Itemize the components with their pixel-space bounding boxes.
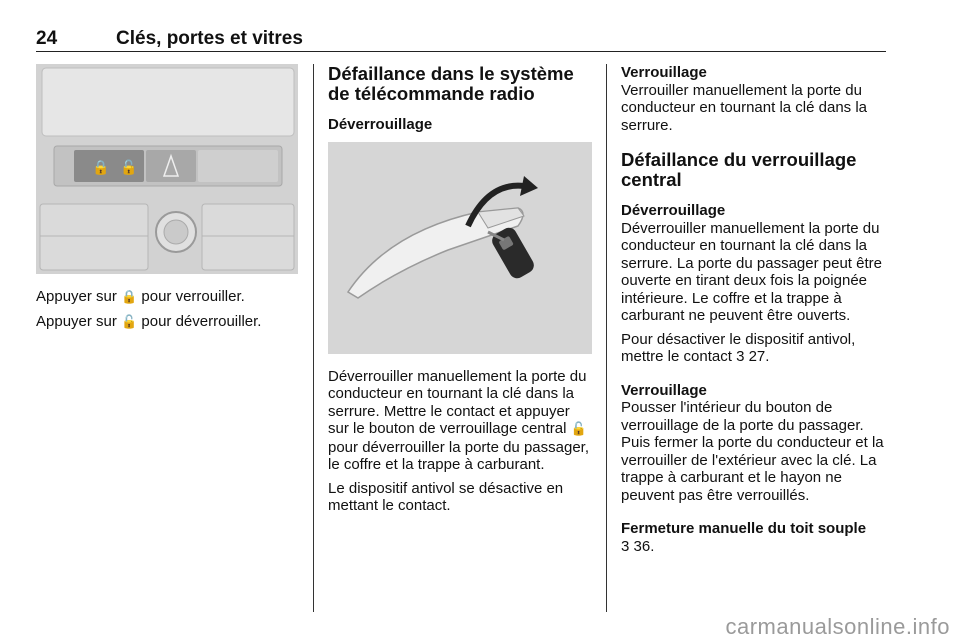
door-handle-key-figure: [328, 142, 592, 354]
page-ref[interactable]: 36.: [633, 537, 655, 555]
central-unlock-paragraph: Déverrouiller manuellement la porte du conducteur en tournant la clé dans la serrure. La porte du passager peut être ouverte en tirant deux fois la poignée intérieure. Le coffre et la trappe à carburant ne peuvent être ouverts.: [621, 219, 882, 324]
lock-icon: 🔒: [121, 290, 138, 305]
page-ref-arrow: 3: [621, 537, 630, 555]
page-header: [36, 26, 886, 52]
subsection-title: Verrouillage: [621, 64, 707, 81]
central-lock-paragraph: Pousser l'intérieur du bouton de verrouillage de la porte du passager. Puis fermer la porte du conducteur et la verrouiller de l'extérieur avec la clé. La trappe à carburant et le hayon ne peuvent pas être verrouillés.: [621, 399, 884, 504]
column-divider: [606, 64, 607, 612]
unlock-icon: 🔓: [121, 314, 138, 330]
svg-text:🔓: 🔓: [120, 160, 138, 176]
subsection-title: Verrouillage: [621, 381, 707, 399]
column-2: [328, 64, 592, 521]
unlock-icon: 🔓: [570, 422, 587, 437]
antitheft-paragraph: Le dispositif antivol se désactive en mettant le contact.: [328, 479, 564, 514]
antitheft-deactivate-paragraph: Pour désactiver le dispositif antivol, mettre le contact 3 27.: [621, 330, 856, 365]
section-title: Défaillance du verrouillage central: [621, 149, 857, 190]
svg-text:🔒: 🔒: [92, 160, 110, 176]
subsection-title: Fermeture manuelle du toit souple: [621, 520, 867, 537]
page-ref[interactable]: 27.: [748, 348, 770, 365]
column-3: [621, 64, 889, 561]
column-1: [36, 64, 298, 337]
manual-unlock-paragraph: Déverrouiller manuellement la porte du conducteur en tournant la clé dans la serrure. Mettre le contact et appuyer sur le bouton de verrouillage central 🔓 pour déverrouiller la porte du passager, le coffre et la trappe à carburant.: [328, 367, 589, 473]
softtop-ref-paragraph: [621, 538, 889, 556]
page-ref-arrow: 3: [736, 348, 745, 365]
lock-instruction: Appuyer sur 🔒 pour verrouiller.: [36, 288, 245, 305]
console-lock-buttons-figure: [36, 64, 298, 274]
section-title: Défaillance dans le système de télécommande radio: [328, 63, 574, 104]
column-divider: [313, 64, 314, 612]
watermark: carmanualsonline.info: [725, 614, 950, 639]
subsection-title: Déverrouillage: [621, 202, 726, 219]
manual-lock-paragraph: Verrouiller manuellement la porte du conducteur en tournant la clé dans la serrure.: [621, 81, 867, 134]
door-handle-illustration: [328, 142, 592, 354]
console-illustration: [36, 64, 298, 274]
unlock-instruction: Appuyer sur 🔓 pour déverrouiller.: [36, 312, 262, 330]
page-number: 24: [36, 28, 58, 49]
chapter-title: Clés, portes et vitres: [116, 28, 303, 49]
subsection-title: Déverrouillage: [328, 116, 433, 133]
